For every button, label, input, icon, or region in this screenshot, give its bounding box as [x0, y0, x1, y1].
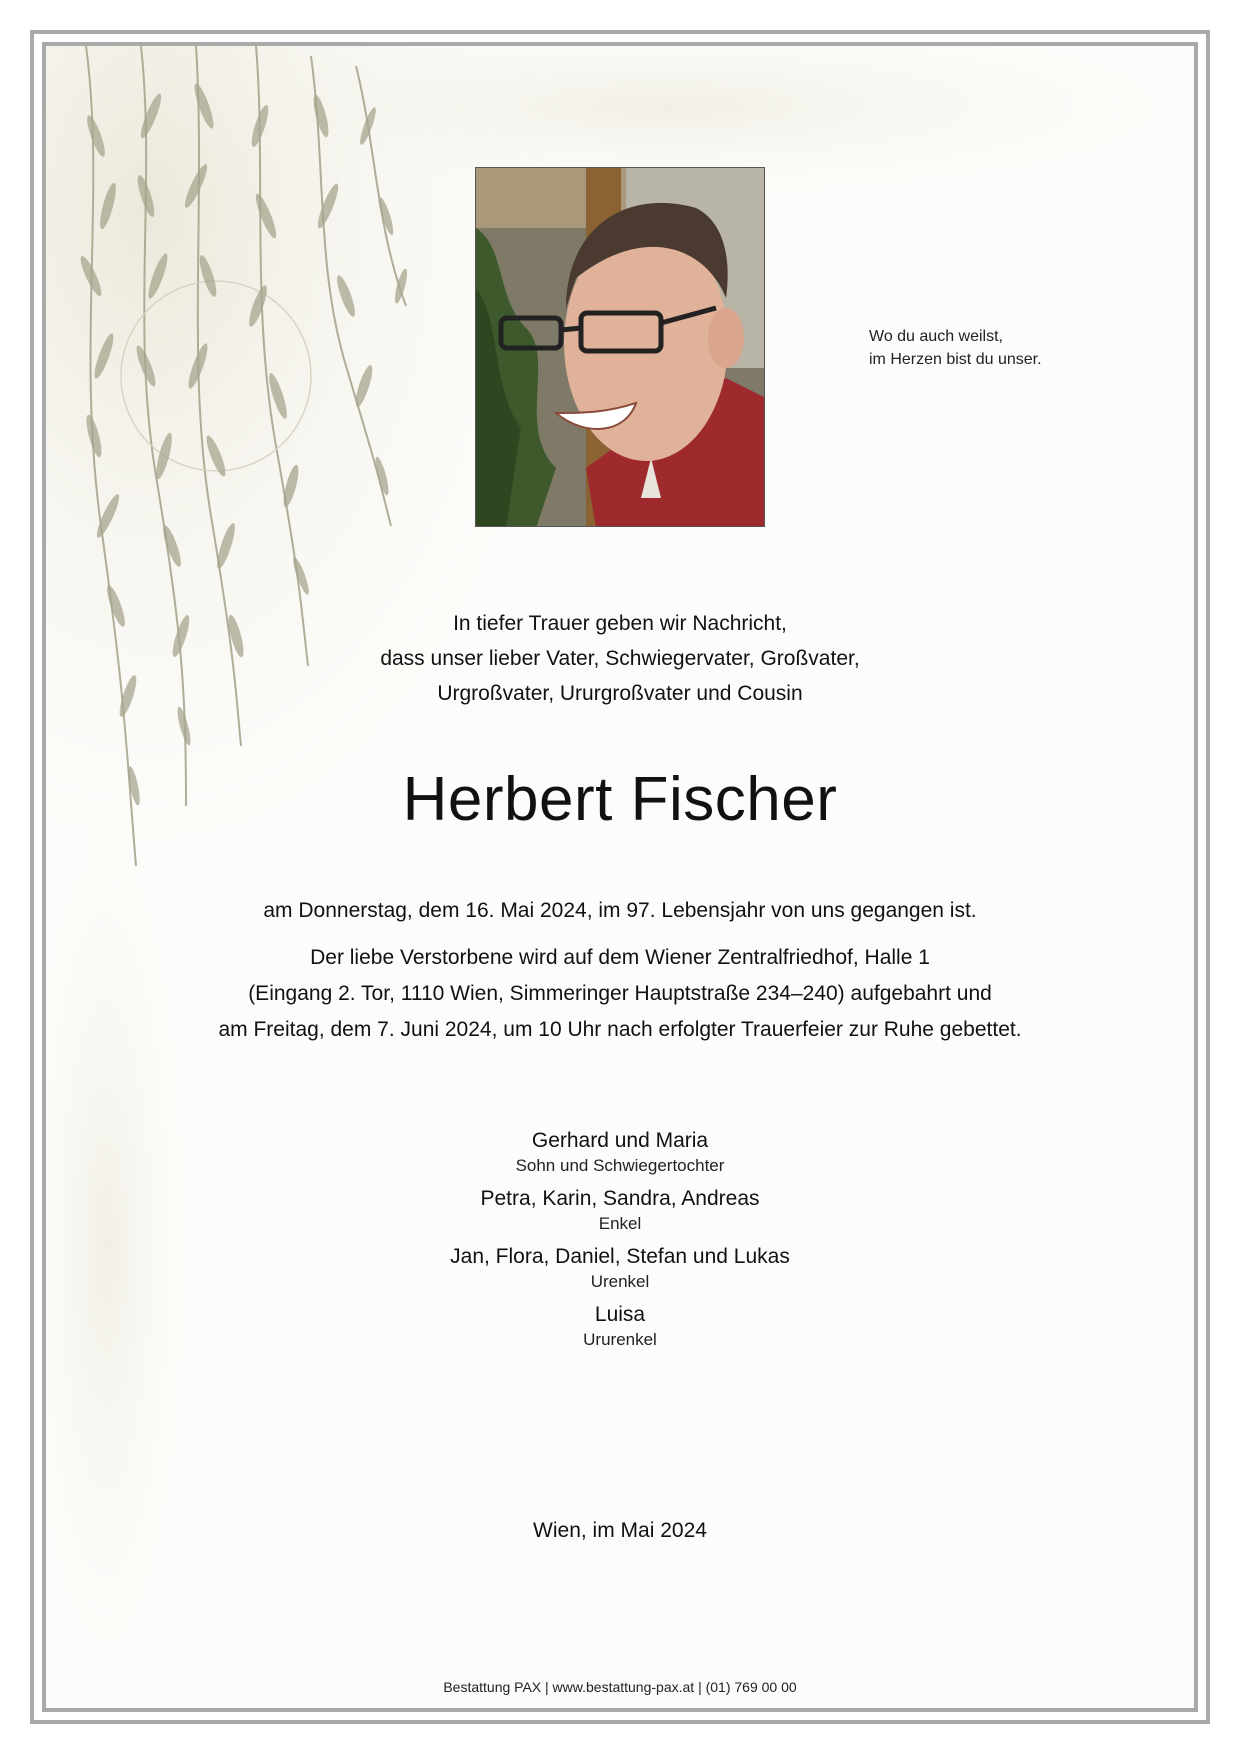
place-and-date: Wien, im Mai 2024: [533, 1519, 707, 1542]
funeral-info: [0, 940, 1240, 1048]
mourner-names: Luisa: [594, 1303, 646, 1326]
mourner-relation: Ururenkel: [583, 1330, 657, 1349]
mourner-relation: Urenkel: [590, 1272, 650, 1291]
mourner-relation: Enkel: [598, 1214, 642, 1233]
motto-quote: [869, 325, 1042, 371]
intro-line-2: dass unser lieber Vater, Schwiegervater, Großvater,: [380, 647, 860, 670]
intro-line-3: Urgroßvater, Ururgroßvater und Cousin: [437, 682, 803, 705]
mourners-list: [0, 1128, 1240, 1360]
motto-line-1: Wo du auch weilst,: [869, 328, 1003, 345]
deceased-name: Herbert Fischer: [402, 765, 838, 834]
mourner-relation: Sohn und Schwiegertochter: [515, 1156, 725, 1175]
date-of-death-line: am Donnerstag, dem 16. Mai 2024, im 97. Lebensjahr von uns gegangen ist.: [263, 899, 977, 922]
funeral-info-line-2: (Eingang 2. Tor, 1110 Wien, Simmeringer Hauptstraße 234–240) aufgebahrt und: [248, 982, 992, 1005]
funeral-home-footer: Bestattung PAX | www.bestattung-pax.at | (01) 769 00 00: [443, 1679, 797, 1695]
intro-line-1: In tiefer Trauer geben wir Nachricht,: [453, 612, 787, 635]
funeral-info-line-1: Der liebe Verstorbene wird auf dem Wiener Zentralfriedhof, Halle 1: [310, 946, 930, 969]
portrait-photo: [475, 167, 765, 527]
mourner-names: Jan, Flora, Daniel, Stefan und Lukas: [450, 1245, 790, 1268]
announcement-intro: [0, 606, 1240, 711]
mourner-names: Gerhard und Maria: [531, 1129, 709, 1152]
mourner-names: Petra, Karin, Sandra, Andreas: [480, 1187, 760, 1210]
funeral-info-line-3: am Freitag, dem 7. Juni 2024, um 10 Uhr nach erfolgter Trauerfeier zur Ruhe gebettet.: [218, 1018, 1022, 1041]
motto-line-2: im Herzen bist du unser.: [869, 351, 1042, 368]
